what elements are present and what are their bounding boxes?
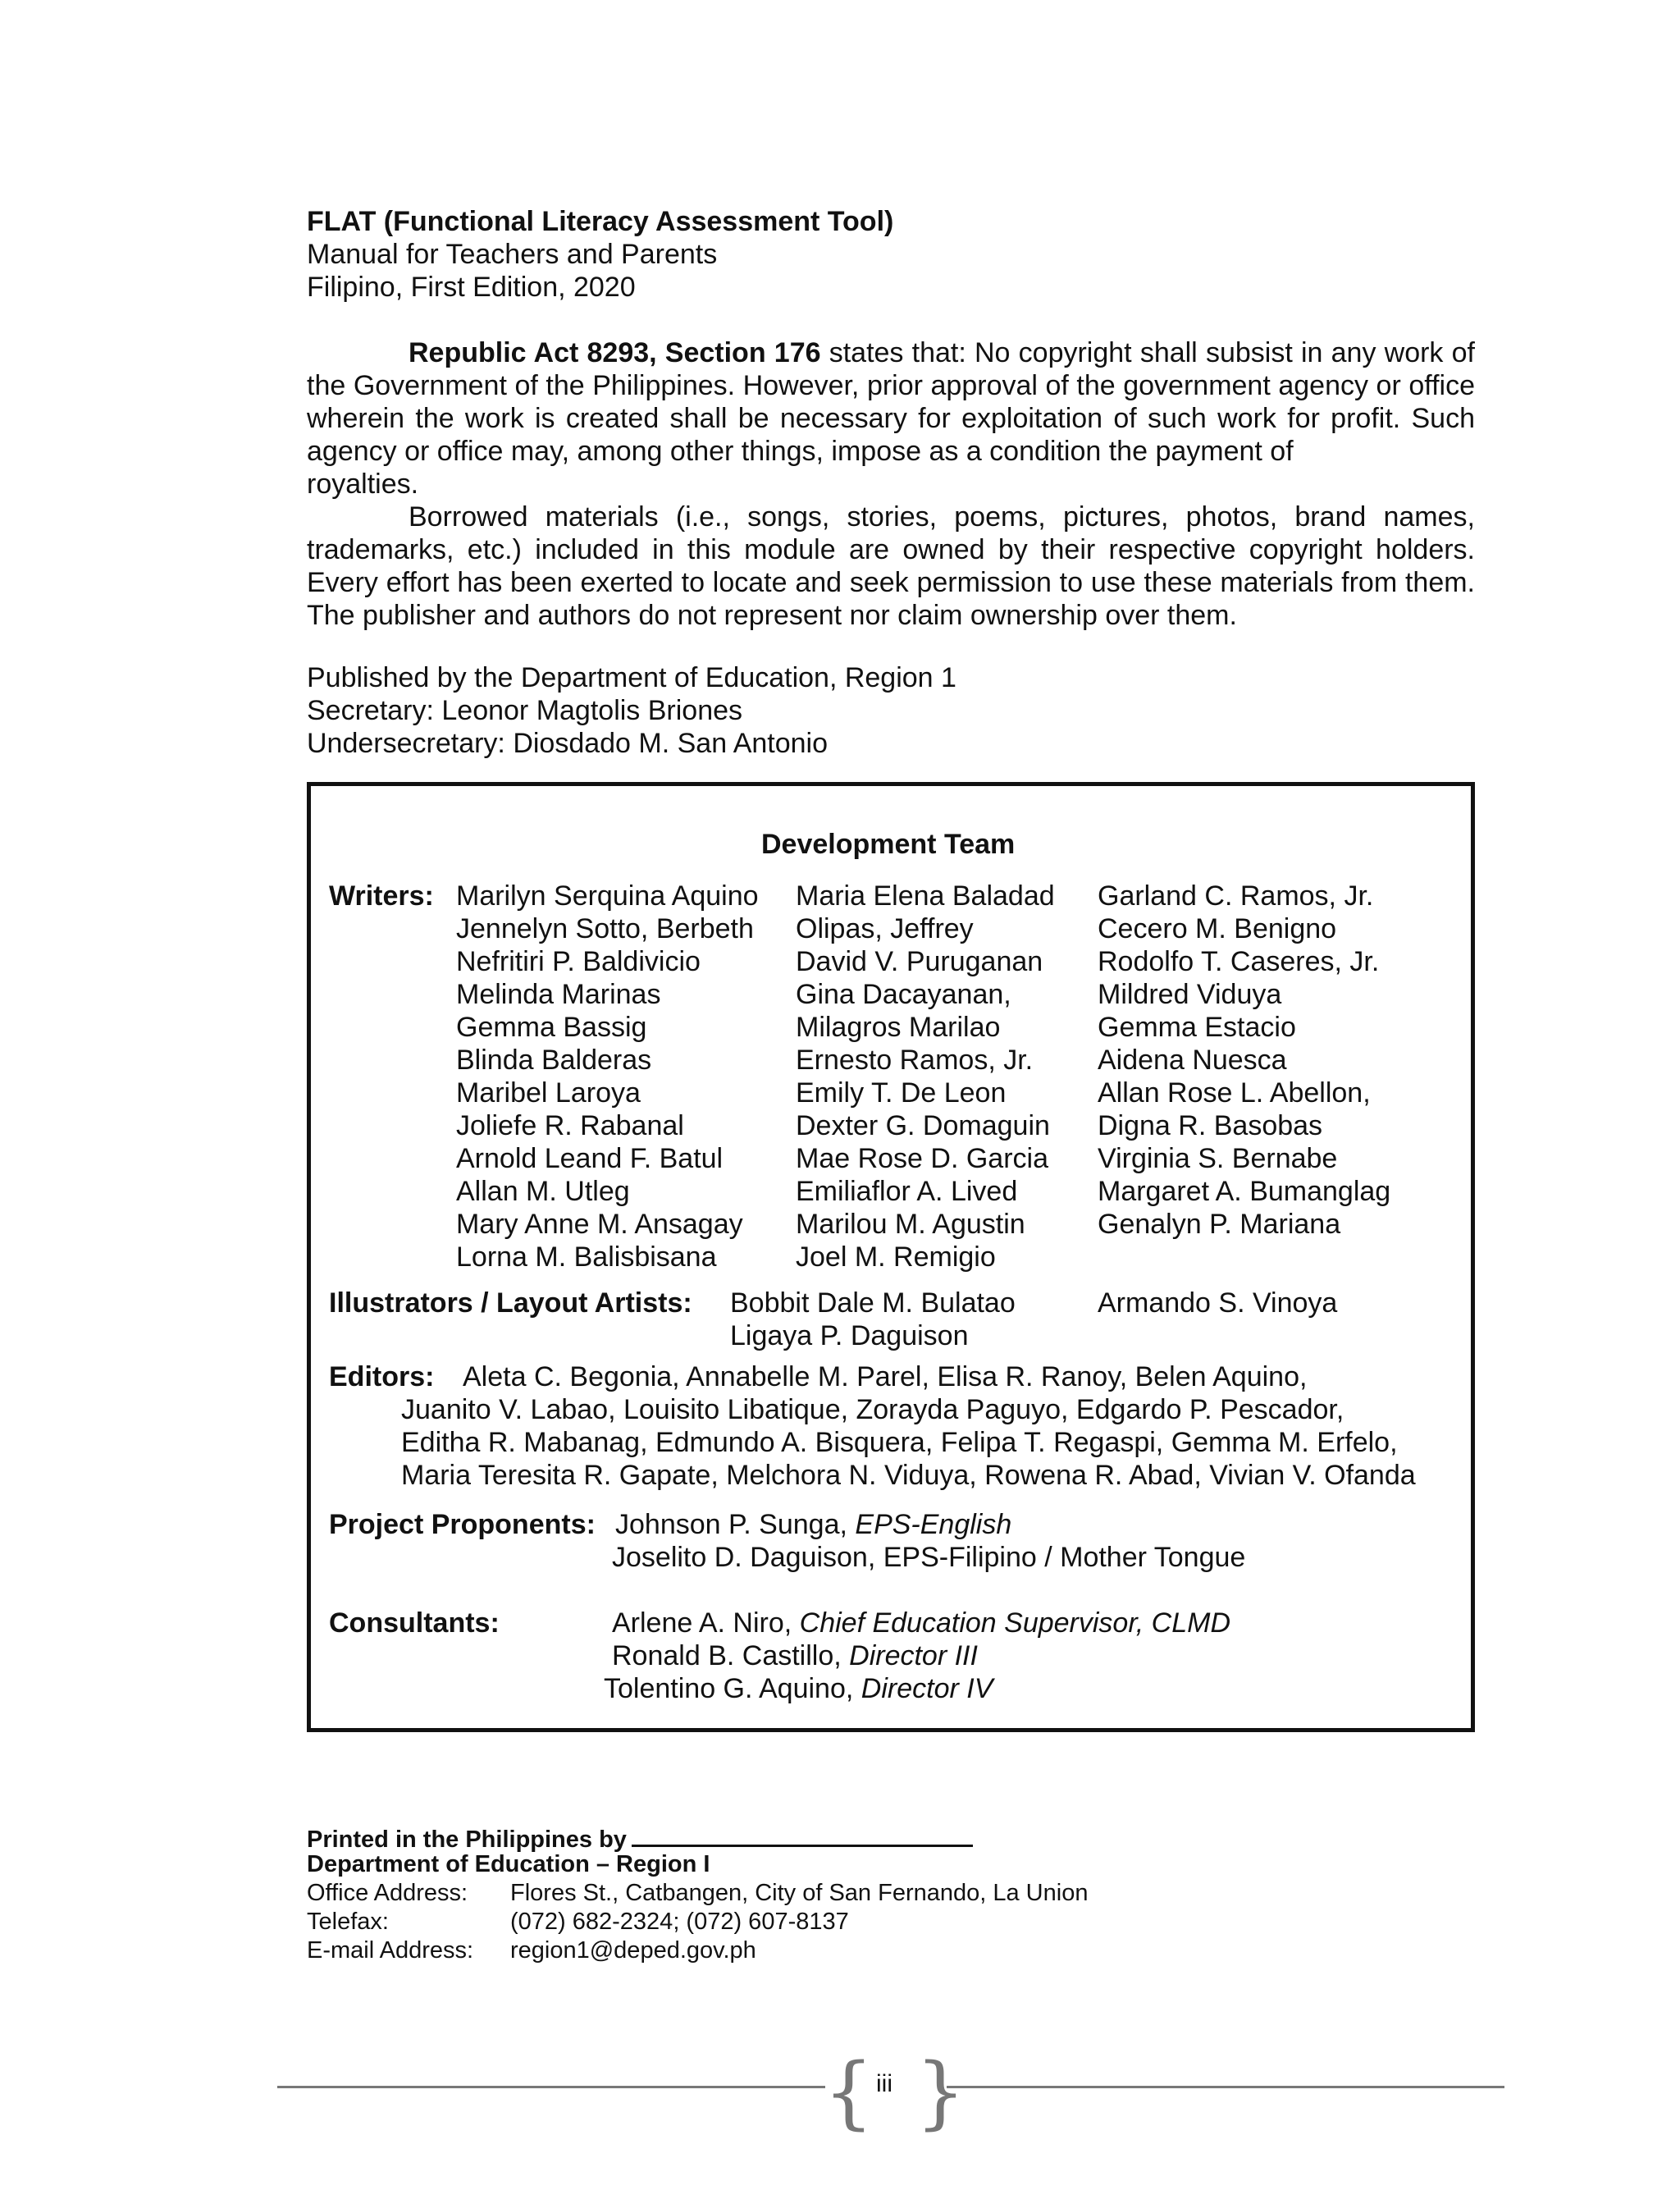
writers-column-3 — [1098, 880, 1390, 1241]
undersecretary-line: Undersecretary: Diosdado M. San Antonio — [307, 728, 829, 759]
writer-name: Margaret A. Bumanglag — [1098, 1176, 1391, 1207]
writer-name: Mae Rose D. Garcia — [796, 1143, 1048, 1174]
document-header — [307, 205, 893, 304]
writer-name: Gina Dacayanan, — [796, 979, 1011, 1010]
writer-name: Cecero M. Benigno — [1098, 913, 1337, 944]
publisher-block — [307, 661, 956, 760]
writer-name: Joliefe R. Rabanal — [456, 1110, 684, 1141]
office-address-label: Office Address: — [307, 1880, 468, 1906]
copyright-law: Republic Act 8293, Section 176 — [409, 337, 821, 368]
proponent-name: Johnson P. Sunga, — [615, 1509, 856, 1540]
consultant-role: Chief Education Supervisor, CLMD — [799, 1607, 1231, 1639]
copyright-law-text: states that: No copyright shall subsist in any work of the Government of the Philippines. However, prior approval of the government agency or office wherein the work is created shall be necessary for exploitation of such work for profit. Such agency or office may, among other things, impose as a condition the payment of — [307, 337, 1475, 467]
writer-name: Garland C. Ramos, Jr. — [1098, 880, 1374, 912]
consultant-role: Director III — [849, 1640, 978, 1671]
writer-name: Mildred Viduya — [1098, 979, 1282, 1010]
writers-column-1 — [456, 880, 759, 1273]
writer-name: Marilou M. Agustin — [796, 1209, 1025, 1240]
illustrator-name: Ligaya P. Daguison — [730, 1320, 969, 1351]
editors-label: Editors: — [329, 1361, 435, 1392]
consultant-role: Director IV — [861, 1673, 993, 1704]
writer-name: Marilyn Serquina Aquino — [456, 880, 759, 912]
publisher-line: Published by the Department of Education, Region 1 — [307, 662, 956, 693]
writer-name: Lorna M. Balisbisana — [456, 1241, 717, 1273]
consultants-label: Consultants: — [329, 1607, 500, 1639]
writer-name: Melinda Marinas — [456, 979, 661, 1010]
consultant-name: Arlene A. Niro, — [612, 1607, 800, 1639]
writer-name: Dexter G. Domaguin — [796, 1110, 1050, 1141]
copyright-paragraph — [307, 336, 1475, 501]
writer-name: Gemma Bassig — [456, 1012, 647, 1043]
writer-name: Emily T. De Leon — [796, 1077, 1007, 1109]
printed-line — [307, 1822, 973, 1853]
writer-name: David V. Puruganan — [796, 946, 1043, 977]
secretary-line: Secretary: Leonor Magtolis Briones — [307, 695, 743, 726]
writer-name: Mary Anne M. Ansagay — [456, 1209, 743, 1240]
proponent-name: Joselito D. Daguison, EPS-Filipino / Mother Tongue — [612, 1542, 1246, 1573]
writers-label: Writers: — [329, 880, 434, 912]
writer-name: Jennelyn Sotto, Berbeth — [456, 913, 754, 944]
writer-name: Allan Rose L. Abellon, — [1098, 1077, 1371, 1109]
writer-name: Allan M. Utleg — [456, 1176, 630, 1207]
right-brace-icon: } — [915, 2046, 966, 2138]
email-label: E-mail Address: — [307, 1937, 474, 1964]
writer-name: Aidena Nuesca — [1098, 1045, 1287, 1076]
writer-name: Gemma Estacio — [1098, 1012, 1296, 1043]
writer-name: Joel M. Remigio — [796, 1241, 996, 1273]
office-address-value: Flores St., Catbangen, City of San Fernando, La Union — [510, 1880, 1089, 1906]
writer-name: Rodolfo T. Caseres, Jr. — [1098, 946, 1380, 977]
page-number: iii — [876, 2070, 892, 2097]
writer-name: Olipas, Jeffrey — [796, 913, 974, 944]
telefax-label: Telefax: — [307, 1909, 389, 1935]
footer-rule-right — [947, 2086, 1504, 2088]
telefax-row — [307, 1908, 973, 1936]
illustrator-name: Bobbit Dale M. Bulatao — [730, 1287, 1016, 1319]
writer-name: Genalyn P. Mariana — [1098, 1209, 1341, 1240]
email-value: region1@deped.gov.ph — [510, 1937, 756, 1964]
proponents-label: Project Proponents: — [329, 1509, 596, 1540]
document-edition: Filipino, First Edition, 2020 — [307, 272, 636, 303]
editors-line: Editha R. Mabanag, Edmundo A. Bisquera, Felipa T. Regaspi, Gemma M. Erfelo, — [401, 1427, 1398, 1458]
proponent-role: EPS-English — [855, 1509, 1012, 1540]
writer-name: Ernesto Ramos, Jr. — [796, 1045, 1034, 1076]
printed-by-label: Printed in the Philippines by — [307, 1827, 627, 1853]
consultant-name: Tolentino G. Aquino, — [604, 1673, 861, 1704]
writer-name: Emiliaflor A. Lived — [796, 1176, 1018, 1207]
left-brace-icon: { — [824, 2046, 874, 2138]
document-title: FLAT (Functional Literacy Assessment Tool) — [307, 206, 894, 237]
writer-name: Maria Elena Baladad — [796, 880, 1055, 912]
consultant-entry — [604, 1672, 993, 1705]
development-team-heading: Development Team — [761, 829, 1016, 860]
copyright-law-text-end: royalties. — [307, 469, 419, 500]
writer-name: Digna R. Basobas — [1098, 1110, 1323, 1141]
office-address-row — [307, 1879, 1089, 1908]
writer-name: Nefritiri P. Baldivicio — [456, 946, 701, 977]
proponent-entry — [612, 1541, 1245, 1574]
telefax-value: (072) 682-2324; (072) 607-8137 — [510, 1909, 849, 1935]
consultant-entry — [612, 1607, 1230, 1639]
editors-line: Maria Teresita R. Gapate, Melchora N. Viduya, Rowena R. Abad, Vivian V. Ofanda — [401, 1460, 1416, 1491]
document-subtitle: Manual for Teachers and Parents — [307, 239, 718, 270]
illustrators-label: Illustrators / Layout Artists: — [329, 1287, 692, 1319]
email-row — [307, 1936, 973, 1965]
illustrator-name: Armando S. Vinoya — [1098, 1287, 1338, 1319]
writer-name: Milagros Marilao — [796, 1012, 1001, 1043]
editors-line: Juanito V. Labao, Louisito Libatique, Zorayda Paguyo, Edgardo P. Pescador, — [401, 1394, 1344, 1425]
writer-name: Arnold Leand F. Batul — [456, 1143, 724, 1174]
writer-name: Virginia S. Bernabe — [1098, 1143, 1338, 1174]
consultant-name: Ronald B. Castillo, — [612, 1640, 850, 1671]
department-line: Department of Education – Region I — [307, 1851, 710, 1877]
writers-column-2 — [796, 880, 1055, 1273]
writer-name: Maribel Laroya — [456, 1077, 641, 1109]
borrowed-materials-paragraph: Borrowed materials (i.e., songs, stories, poems, pictures, photos, brand names, trademarks, etc.) included in this module are owned by their respective copyright holders. Every effort has been exerted to locate and seek permission to use these materials from them. The publisher and authors do not represent nor claim ownership over them. — [307, 501, 1475, 631]
consultant-entry — [612, 1639, 978, 1672]
printed-info-block — [307, 1822, 1089, 1965]
editors-line: Aleta C. Begonia, Annabelle M. Parel, Elisa R. Ranoy, Belen Aquino, — [463, 1361, 1308, 1392]
proponent-entry — [615, 1508, 1011, 1541]
printer-blank-line — [632, 1822, 973, 1847]
footer-rule-left — [277, 2086, 825, 2088]
writer-name: Blinda Balderas — [456, 1045, 652, 1076]
